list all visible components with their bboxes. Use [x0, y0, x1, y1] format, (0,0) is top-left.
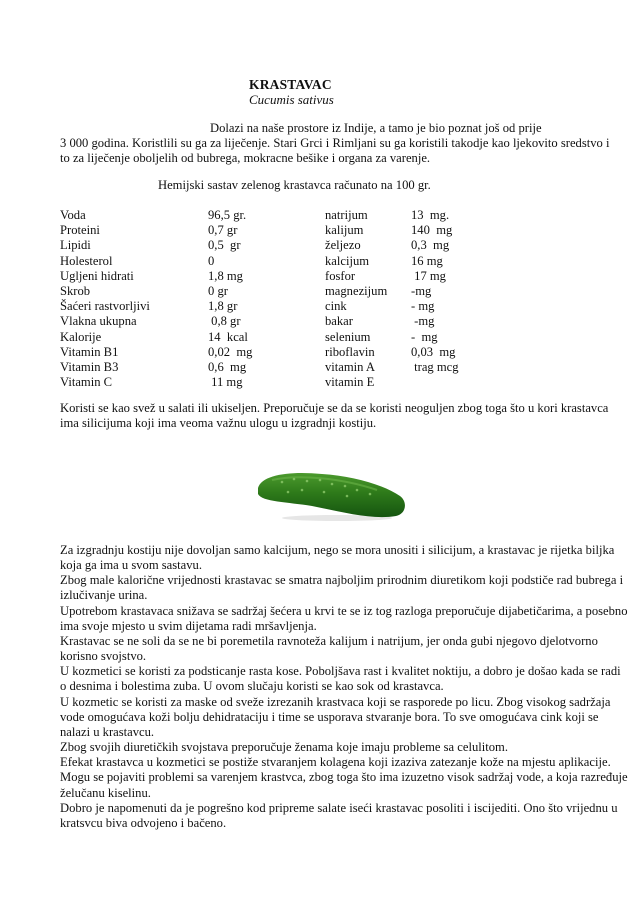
- nutrition-left-values: [208, 208, 252, 390]
- nutrient-value: -mg: [411, 314, 435, 329]
- nutrient-value: 96,5 gr.: [208, 208, 247, 222]
- document-title: KRASTAVAC: [249, 77, 332, 92]
- nutrient-value: 17 mg: [411, 268, 446, 283]
- nutrient-name: fosfor: [325, 268, 356, 283]
- nutrition-right-values: [411, 208, 459, 390]
- nutrient-name: Kalorije: [60, 329, 102, 344]
- nutrient-value: 0,6 mg: [208, 359, 247, 374]
- body-paragraph: Dobro je napomenuti da je pogrešno kod pripreme salate iseći krastavac posoliti i iscijediti. Ono što vrijednu u kratsvcu biva odvojeno i bačeno.: [60, 800, 618, 830]
- nutrient-value: 0,3 mg: [411, 238, 450, 253]
- nutrient-name: bakar: [325, 314, 353, 329]
- document-subtitle: Cucumis sativus: [249, 92, 334, 107]
- nutrient-value: 0,03 mg: [411, 344, 456, 359]
- body-paragraph: Za izgradnju kostiju nije dovoljan samo kalcijum, nego se mora unositi i silicijum, a krastavac je rijetka biljka koja ga ima u svom sastavu.: [60, 543, 615, 573]
- nutrient-name: kalijum: [325, 223, 364, 238]
- nutrient-value: 0,7 gr: [208, 223, 238, 238]
- nutrient-value: 11 mg: [208, 375, 243, 390]
- nutrient-name: natrijum: [325, 208, 368, 222]
- body-paragraph: Zbog male kalorične vrijednosti krastavac se smatra najboljim prirodnim diuretikom koji podstiče rad bubrega i izlučivanje urina.: [60, 573, 624, 603]
- nutrition-right-names: [325, 208, 387, 390]
- cucumber-image: [252, 462, 410, 524]
- nutrient-value: - mg: [411, 299, 435, 314]
- nutrient-name: Vitamin C: [60, 375, 113, 390]
- nutrition-table-caption: Hemijski sastav zelenog krastavca računato na 100 gr.: [158, 178, 431, 192]
- nutrient-name: Šaćeri rastvorljivi: [60, 299, 150, 314]
- nutrient-value: 0 gr: [208, 283, 228, 298]
- nutrient-value: 1,8 gr: [208, 299, 238, 314]
- nutrient-value: 0,5 gr: [208, 238, 241, 253]
- nutrient-name: vitamin E: [325, 375, 375, 390]
- nutrient-name: Lipidi: [60, 238, 91, 253]
- nutrient-name: riboflavin: [325, 344, 375, 359]
- nutrient-name: Ugljeni hidrati: [60, 268, 134, 283]
- nutrient-name: Vitamin B1: [60, 344, 119, 359]
- body-paragraph: U kozmetic se koristi za maske od sveže izrezanih krastvaca koji se rasporede po licu. Zbog visokog sadržaja vode omogućava koži bolju dehidrataciju i time se usporava stvaranje bora. To sve omogućava cink koji se nalazi u krastavcu.: [60, 694, 611, 739]
- nutrient-value: 140 mg: [411, 223, 453, 238]
- usage-paragraph: Koristi se kao svež u salati ili ukiseljen. Preporučuje se da se koristi neoguljen zbog toga što u kori krastavca ima silicijuma koji ima veoma važnu ulogu u izgradnji kostiju.: [60, 401, 609, 431]
- nutrient-name: kalcijum: [325, 253, 370, 268]
- nutrient-value: - mg: [411, 329, 438, 344]
- body-paragraph: Zbog svojih diuretičkih svojstava preporučuje ženama koje imaju probleme sa celulitom.: [60, 740, 509, 755]
- nutrient-name: željezo: [325, 238, 361, 253]
- nutrient-value: trag mcg: [411, 359, 459, 374]
- nutrient-value: 14 kcal: [208, 329, 248, 344]
- nutrient-value: -mg: [411, 283, 432, 298]
- nutrient-name: Voda: [60, 208, 86, 222]
- nutrient-value: 16 mg: [411, 253, 443, 268]
- body-paragraph: Upotrebom krastavaca snižava se sadržaj šećera u krvi te se iz tog razloga preporučuje dijabetičarima, a posebno ima svoje mjesto u svim dijetama radi mršavljenja.: [60, 603, 628, 633]
- nutrient-value: 13 mg.: [411, 208, 450, 222]
- nutrient-value: 0,02 mg: [208, 344, 253, 359]
- nutrient-name: Vitamin B3: [60, 359, 119, 374]
- nutrient-value: 1,8 mg: [208, 268, 243, 283]
- nutrient-name: Skrob: [60, 283, 91, 298]
- nutrient-name: magnezijum: [325, 283, 388, 298]
- body-paragraph: Mogu se pojaviti problemi sa varenjem krastvca, zbog toga što ima izuzetno visok sadržaj vode, a koja razređuje želučanu kiselinu.: [60, 770, 628, 800]
- nutrient-name: selenium: [325, 329, 371, 344]
- nutrition-left-names: [60, 208, 150, 390]
- nutrient-name: Vlakna ukupna: [60, 314, 137, 329]
- nutrient-name: Proteini: [60, 223, 100, 238]
- body-paragraphs: [60, 543, 630, 831]
- nutrient-name: cink: [325, 299, 347, 314]
- intro-first-line: Dolazi na naše prostore iz Indije, a tamo je bio poznat još od prije: [210, 121, 542, 135]
- nutrient-value: 0,8 gr: [208, 314, 241, 329]
- nutrient-name: vitamin A: [325, 359, 376, 374]
- intro-rest: 3 000 godina. Koristlili su ga za liječenje. Stari Grci i Rimljani su ga koristili takodje kao ljekovito sredstvo i to za liječenje oboljelih od bubrega, mokracne bešike i organa za varenje.: [60, 136, 610, 166]
- body-paragraph: U kozmetici se koristi za podsticanje rasta kose. Poboljšava rast i kvalitet noktiju, a dobro je došao kada se radi o desnima i bolestima zuba. U ovom slučaju koristi se kao sok od krastavca.: [60, 664, 621, 694]
- nutrient-name: Holesterol: [60, 253, 113, 268]
- intro-paragraph: [60, 121, 620, 167]
- body-paragraph: Krastavac se ne soli da se ne bi poremetila ravnoteža kalijum i natrijum, jer onda gubi njegovo djelotvorno korisno svojstvo.: [60, 633, 598, 664]
- nutrient-value: [411, 375, 459, 390]
- body-paragraph: Efekat krastavca u kozmetici se postiže stvaranjem kolagena koji izaziva zatezanje kože na mjestu aplikacije.: [60, 755, 611, 770]
- nutrient-value: 0: [208, 253, 215, 268]
